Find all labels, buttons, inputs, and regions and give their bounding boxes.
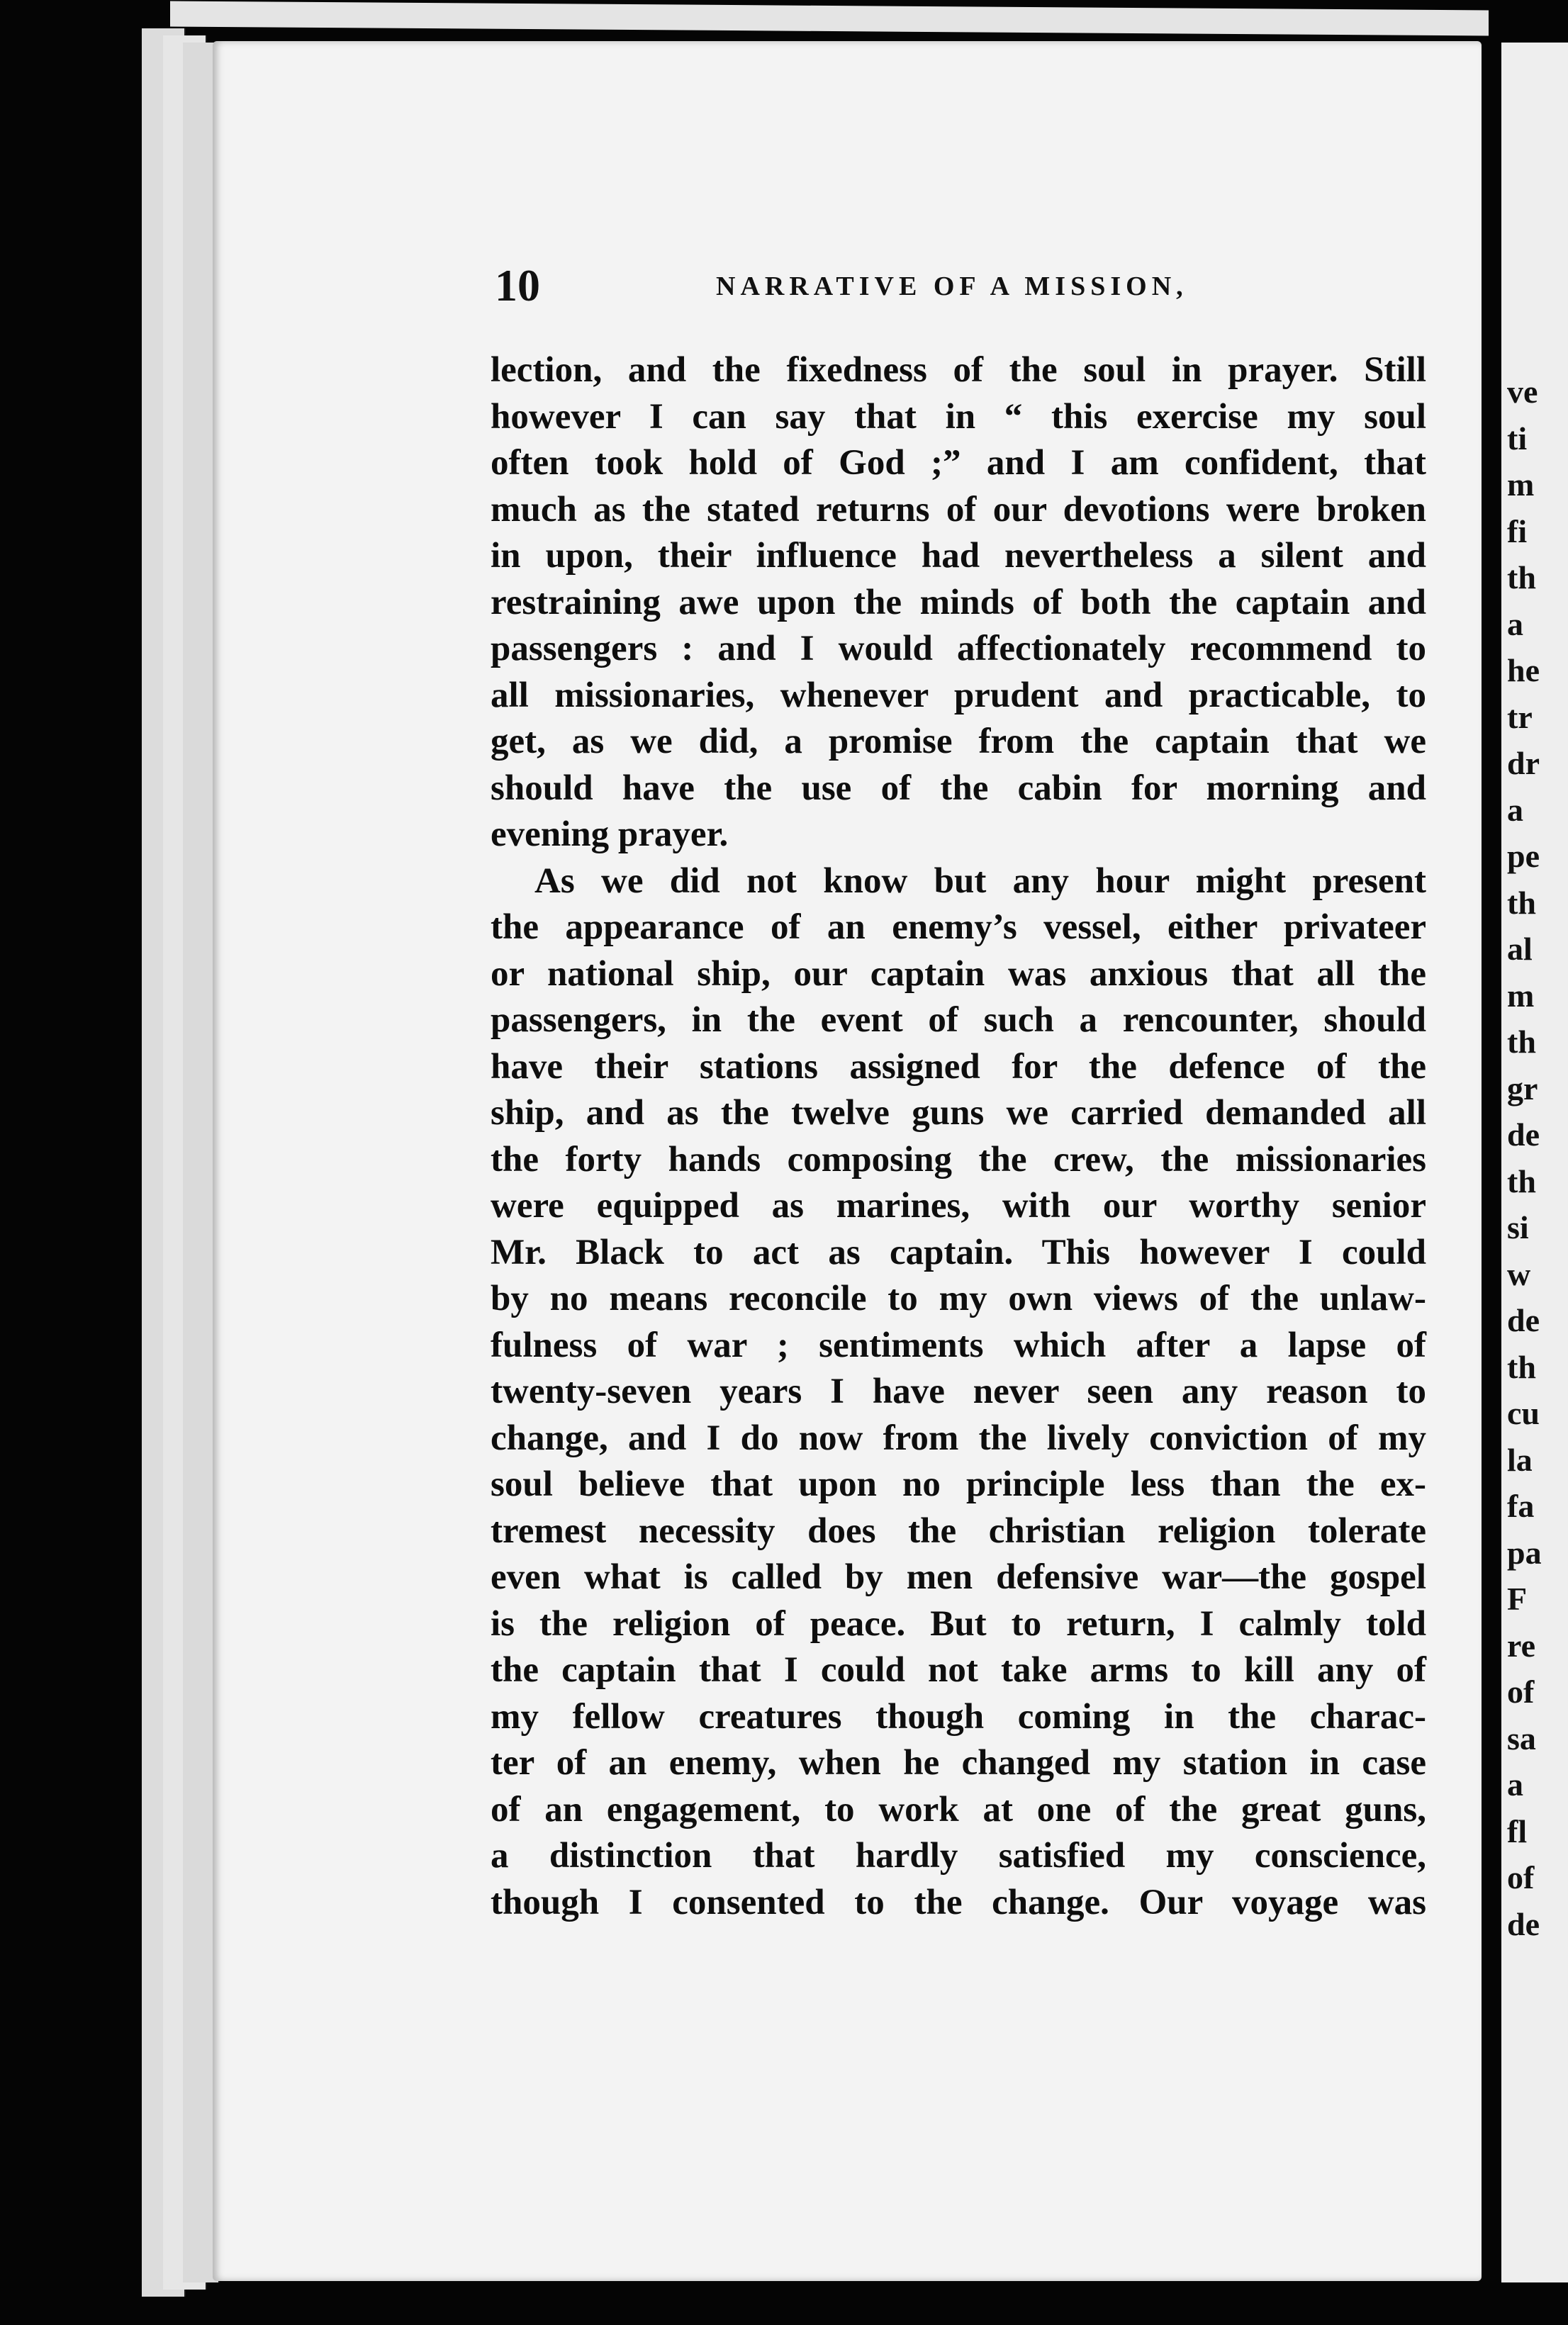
text-line: lection, and the fixedness of the soul in prayer. Still bbox=[491, 350, 1426, 390]
text-line: twenty-seven years I have never seen any reason to bbox=[491, 1372, 1426, 1411]
text-line: get, as we did, a promise from the captain that we bbox=[491, 722, 1426, 761]
text-line: ter of an enemy, when he changed my station in case bbox=[491, 1743, 1426, 1783]
facing-page-text-fragment: de bbox=[1507, 1116, 1540, 1153]
text-line: fulness of war ; sentiments which after a lapse of bbox=[491, 1325, 1426, 1365]
facing-page-text-fragment: ti bbox=[1507, 420, 1528, 456]
text-line: or national ship, our captain was anxious that all the bbox=[491, 953, 1426, 994]
text-line: have their stations assigned for the defence of the bbox=[491, 1046, 1426, 1087]
facing-page-text-fragment: m bbox=[1507, 466, 1535, 503]
text-line: Mr. Black to act as captain. This however I could bbox=[491, 1232, 1426, 1272]
text-line: by no means reconcile to my own views of the unlaw- bbox=[491, 1279, 1426, 1318]
text-line: however I can say that in “ this exercise my soul bbox=[491, 396, 1426, 437]
text-line: the captain that I could not take arms to kill any of bbox=[491, 1650, 1426, 1690]
facing-page-text-fragment: la bbox=[1507, 1441, 1533, 1478]
facing-page-text-fragment: a bbox=[1507, 1766, 1523, 1803]
text-line: tremest necessity does the christian religion tolerate bbox=[491, 1511, 1426, 1551]
facing-page-text-fragment: fl bbox=[1507, 1813, 1528, 1849]
text-line: change, and I do now from the lively conviction of my bbox=[491, 1418, 1426, 1458]
facing-page-text-fragment: of bbox=[1507, 1859, 1535, 1895]
text-line: in upon, their influence had nevertheless a silent and bbox=[491, 536, 1426, 576]
text-line: the forty hands composing the crew, the missionaries bbox=[491, 1139, 1426, 1180]
text-line: my fellow creatures though coming in the charac- bbox=[491, 1696, 1426, 1737]
text-line: soul believe that upon no principle less than the ex- bbox=[491, 1464, 1426, 1504]
body-text bbox=[491, 347, 1426, 1926]
facing-page-text-fragment: a bbox=[1507, 605, 1523, 642]
text-line: a distinction that hardly satisfied my conscience, bbox=[491, 1836, 1426, 1876]
text-line: were equipped as marines, with our worthy senior bbox=[491, 1186, 1426, 1226]
facing-page-text-fragment: ve bbox=[1507, 374, 1538, 410]
facing-page-text-fragment: fa bbox=[1507, 1488, 1535, 1524]
text-line: restraining awe upon the minds of both the captain and bbox=[491, 582, 1426, 622]
text-line: even what is called by men defensive war—the gospel bbox=[491, 1557, 1426, 1597]
facing-page-text-fragment: he bbox=[1507, 652, 1540, 688]
facing-page-text-fragment: cu bbox=[1507, 1395, 1540, 1431]
page-number: 10 bbox=[495, 260, 540, 310]
facing-page-text-fragment: of bbox=[1507, 1674, 1535, 1710]
facing-page-text-fragment: al bbox=[1507, 931, 1533, 967]
text-line: ship, and as the twelve guns we carried demanded all bbox=[491, 1093, 1426, 1133]
text-line: the appearance of an enemy’s vessel, either privateer bbox=[491, 907, 1426, 947]
facing-page-text-fragment: tr bbox=[1507, 698, 1533, 735]
facing-page-text-fragment: gr bbox=[1507, 1070, 1538, 1107]
text-line: should have the use of the cabin for morning and bbox=[491, 768, 1426, 808]
running-head: NARRATIVE OF A MISSION, bbox=[716, 271, 1188, 301]
facing-page-text-fragment: w bbox=[1507, 1255, 1531, 1292]
facing-page-text-fragment: pe bbox=[1507, 838, 1540, 874]
facing-page-text-fragment: dr bbox=[1507, 745, 1540, 781]
text-line: passengers, in the event of such a rencounter, should bbox=[491, 1000, 1426, 1040]
facing-page-text-fragment: de bbox=[1507, 1905, 1540, 1942]
facing-page-text-fragment: pa bbox=[1507, 1534, 1542, 1571]
facing-page-text-fragment: th bbox=[1507, 1162, 1536, 1199]
text-line: though I consented to the change. Our voyage was bbox=[491, 1882, 1426, 1922]
facing-page-text-fragment: th bbox=[1507, 1024, 1536, 1060]
facing-page-text-fragment: th bbox=[1507, 559, 1536, 595]
facing-page-text-fragment: de bbox=[1507, 1302, 1540, 1338]
facing-page-text-fragment: re bbox=[1507, 1627, 1536, 1664]
facing-page-text-fragment: sa bbox=[1507, 1720, 1536, 1757]
facing-page-fragment bbox=[1501, 43, 1568, 2282]
page-header bbox=[495, 259, 1416, 309]
facing-page-text-fragment: a bbox=[1507, 791, 1523, 828]
facing-page-text-fragment: th bbox=[1507, 1348, 1536, 1385]
facing-page-text-fragment: si bbox=[1507, 1209, 1529, 1245]
facing-page-text-fragment: F bbox=[1507, 1581, 1528, 1617]
text-line: all missionaries, whenever prudent and practicable, to bbox=[491, 675, 1426, 715]
facing-page-text-fragment: fi bbox=[1507, 512, 1528, 549]
text-line: evening prayer. bbox=[491, 814, 729, 854]
text-line: is the religion of peace. But to return, I calmly told bbox=[491, 1603, 1426, 1644]
text-line: As we did not know but any hour might present bbox=[534, 861, 1426, 901]
facing-page-text-fragment: m bbox=[1507, 977, 1535, 1014]
text-line: passengers : and I would affectionately recommend to bbox=[491, 629, 1426, 668]
facing-page-text-fragment: th bbox=[1507, 884, 1536, 921]
text-line: much as the stated returns of our devotions were broken bbox=[491, 489, 1426, 530]
text-line: often took hold of God ;” and I am confident, that bbox=[491, 443, 1426, 483]
text-line: of an engagement, to work at one of the great guns, bbox=[491, 1789, 1426, 1830]
